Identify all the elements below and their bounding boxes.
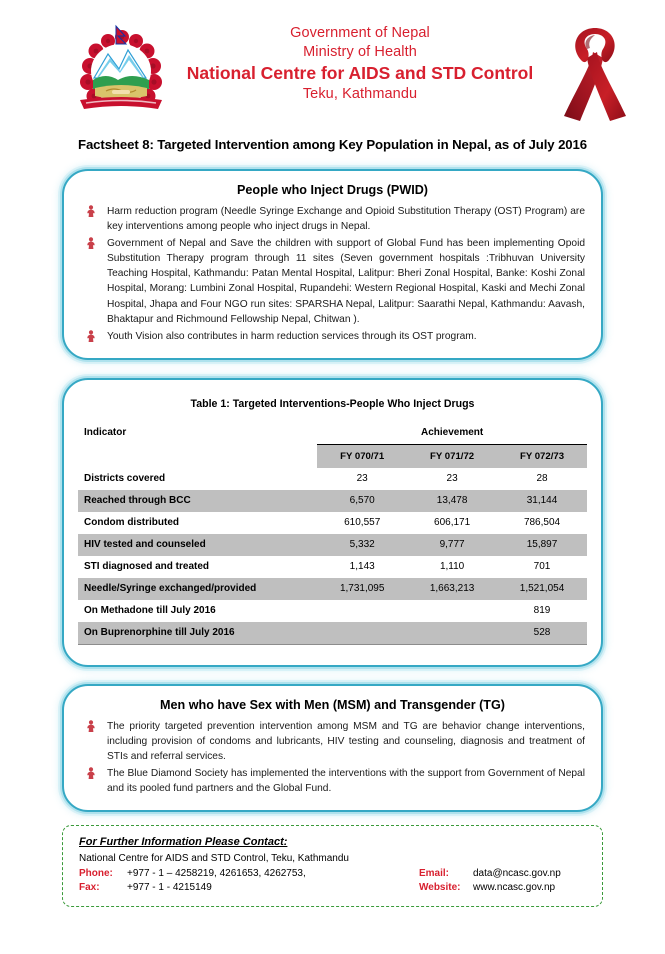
cell-value-fy3: 15,897 [497, 534, 587, 556]
nepal-national-emblem-icon [66, 22, 176, 122]
column-header-achievement: Achievement [420, 426, 484, 438]
cell-value-fy1: 5,332 [317, 534, 407, 556]
cell-indicator: Districts covered [84, 473, 166, 485]
cell-value-fy1: 1,143 [349, 561, 375, 573]
cell-value-fy1 [317, 622, 407, 645]
cell-value-fy3: 31,144 [497, 490, 587, 512]
cell-value-fy2 [407, 622, 497, 645]
contact-website-label: Website: [419, 882, 461, 894]
msm-tg-panel-title: Men who have Sex with Men (MSM) and Transgender (TG) [160, 697, 505, 712]
page-header [0, 14, 665, 129]
contact-email-line [419, 867, 586, 881]
contact-heading: For Further Information Please Contact: [79, 836, 288, 849]
cell-value-fy1: 23 [356, 473, 368, 485]
cell-value-fy3: 28 [536, 473, 548, 485]
msm-tg-panel [62, 684, 603, 812]
contact-email-value[interactable]: data@ncasc.gov.np [473, 868, 561, 880]
msm-tg-bullet-text: The priority targeted prevention intervention among MSM and TG are behavior change interventions, including provision of condoms and lubricants, HIV testing and counseling, diagnosis and treatment of STIs and referral services. [107, 720, 585, 763]
cell-indicator: Needle/Syringe exchanged/provided [78, 578, 317, 600]
pwid-panel [62, 169, 603, 360]
cell-value-fy2: 1,663,213 [407, 578, 497, 600]
person-bullet-icon [86, 237, 96, 249]
contact-phone-value: +977 - 1 – 4258219, 4261653, 4262753, [127, 868, 306, 880]
cell-indicator: On Methadone till July 2016 [84, 605, 216, 617]
list-item [80, 204, 585, 234]
cell-indicator: On Buprenorphine till July 2016 [78, 622, 317, 645]
column-header-indicator: Indicator [84, 427, 127, 439]
cell-value-fy1: 1,731,095 [317, 578, 407, 600]
pwid-bullet-text: Youth Vision also contributes in harm reduction services through its OST program. [107, 330, 477, 342]
contact-email-label: Email: [419, 868, 450, 880]
cell-value-fy3: 786,504 [523, 517, 561, 529]
contact-box [62, 825, 603, 907]
cell-value-fy1: 6,570 [317, 490, 407, 512]
column-header-spacer [78, 444, 317, 468]
cell-value-fy2: 1,110 [439, 561, 465, 573]
cell-indicator: Condom distributed [84, 517, 179, 529]
pwid-bullet-text: Harm reduction program (Needle Syringe Exchange and Opioid Substitution Therapy (OST) Program) are key interventions among people who inject drugs in Nepal. [107, 206, 585, 233]
pwid-panel-title: People who Inject Drugs (PWID) [236, 183, 428, 197]
cell-value-fy3: 701 [533, 561, 551, 573]
pwid-bullet-text: Government of Nepal and Save the children with support of Global Fund has been implementing Opoid Substitution Therapy program through 11 sites (Seven government hospitals :Tribhuvan University Teaching Hospital, Kathmandu: Patan Mental Hospital, Lalitpur: Bheri Zonal Hospital, Banke: Koshi Zonal Hospital, Morang: Lumbini Zonal Hospital, Rupandehi: Western Regional Hospital, Kaski and Mechi Zonal Hospital, Jhapa and Four NGO run sites: SPARSHA Nepal, Lalitpur: Saarathi Nepal, Kathmandu: Aavash, Bhaktapur and Richmound Fellowship Nepal, Chitwan ). [107, 238, 585, 325]
column-header-fy-071-72: FY 071/72 [407, 444, 497, 468]
header-line-organization: National Centre for AIDS and STD Control [186, 63, 534, 84]
column-header-fy-072-73: FY 072/73 [497, 444, 587, 468]
header-line-address: Teku, Kathmandu [302, 86, 418, 103]
msm-tg-bullet-list [80, 719, 585, 796]
pwid-data-table [78, 422, 587, 645]
table-row [78, 490, 587, 512]
cell-value-fy2: 9,777 [407, 534, 497, 556]
column-header-fy-070-71: FY 070/71 [317, 444, 407, 468]
table-row [78, 512, 587, 534]
pwid-table-panel [62, 378, 603, 667]
header-titles [185, 24, 535, 104]
table-header-row-fiscal-years [78, 444, 587, 468]
person-bullet-icon [86, 330, 96, 342]
cell-value-fy2 [407, 600, 497, 622]
cell-value-fy2: 606,171 [434, 517, 471, 529]
list-item [80, 329, 585, 344]
factsheet-page [0, 14, 665, 954]
cell-value-fy2: 13,478 [407, 490, 497, 512]
table-row [78, 622, 587, 645]
cell-value-fy1 [317, 600, 407, 622]
list-item [80, 236, 585, 327]
table-header-row-primary [78, 422, 587, 445]
cell-value-fy1: 610,557 [344, 517, 381, 529]
person-bullet-icon [86, 205, 96, 217]
cell-value-fy2: 23 [446, 473, 458, 485]
pwid-bullet-list [80, 204, 585, 344]
list-item [80, 766, 585, 796]
contact-columns [79, 867, 586, 895]
contact-organization: National Centre for AIDS and STD Control, Teku, Kathmandu [79, 852, 349, 864]
cell-indicator: Reached through BCC [78, 490, 317, 512]
header-line-government: Government of Nepal [290, 25, 430, 41]
contact-phone-label: Phone: [79, 868, 113, 880]
cell-indicator: STI diagnosed and treated [84, 561, 210, 573]
contact-website-line [419, 881, 586, 895]
table-row [78, 600, 587, 622]
contact-fax-line [79, 881, 419, 895]
contact-fax-value: +977 - 1 - 4215149 [127, 882, 212, 894]
contact-column-left [79, 867, 419, 895]
contact-column-right [419, 867, 586, 895]
cell-value-fy3: 819 [533, 605, 551, 617]
contact-fax-label: Fax: [79, 882, 100, 894]
table-caption: Table 1: Targeted Interventions-People Who Inject Drugs [190, 397, 475, 410]
contact-website-value[interactable]: www.ncasc.gov.np [473, 882, 556, 894]
cell-value-fy3: 1,521,054 [497, 578, 587, 600]
list-item [80, 719, 585, 764]
cell-value-fy3: 528 [497, 622, 587, 645]
header-line-ministry: Ministry of Health [303, 43, 417, 60]
factsheet-title: Factsheet 8: Targeted Intervention among Key Population in Nepal, as of July 2016 [77, 137, 588, 152]
person-bullet-icon [86, 767, 96, 779]
table-row [78, 468, 587, 490]
table-row [78, 556, 587, 578]
table-row [78, 534, 587, 556]
red-aids-ribbon-icon [547, 22, 643, 122]
contact-phone-line [79, 867, 419, 881]
cell-indicator: HIV tested and counseled [78, 534, 317, 556]
person-bullet-icon [86, 720, 96, 732]
table-row [78, 578, 587, 600]
msm-tg-bullet-text: The Blue Diamond Society has implemented the interventions with the support from Government of Nepal and its pooled fund partners and the Global Fund. [107, 768, 585, 795]
